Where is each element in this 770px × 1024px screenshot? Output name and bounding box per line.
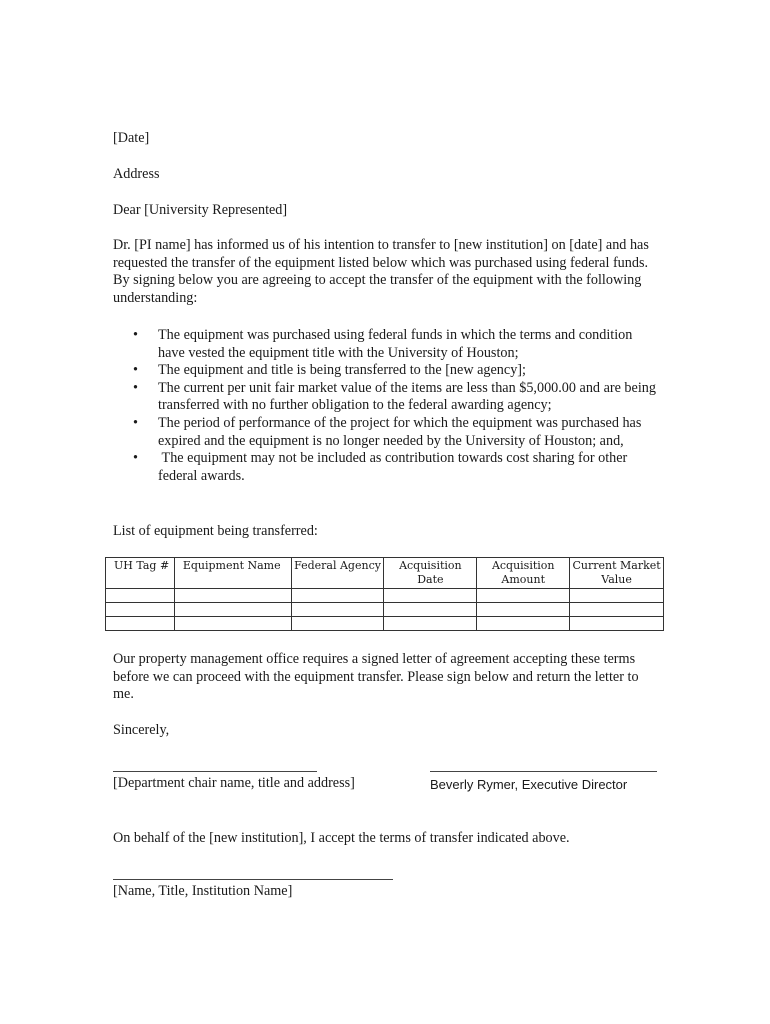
equipment-list-heading: List of equipment being transferred:: [113, 523, 318, 539]
table-cell[interactable]: [384, 603, 477, 617]
table-cell[interactable]: [106, 589, 175, 603]
bullet-text: The equipment and title is being transferred to the [new agency];: [158, 362, 526, 379]
bullet-item: [113, 327, 658, 362]
table-cell[interactable]: [477, 589, 570, 603]
table-cell[interactable]: [477, 617, 570, 631]
bullet-icon: •: [133, 327, 138, 343]
acceptance-signature-label: [Name, Title, Institution Name]: [113, 883, 293, 899]
table-cell[interactable]: [384, 589, 477, 603]
signature-label-left: [Department chair name, title and address]: [113, 775, 355, 791]
table-cell[interactable]: [291, 589, 384, 603]
table-cell[interactable]: [291, 603, 384, 617]
letter-intro-paragraph: Dr. [PI name] has informed us of his intention to transfer to [new institution] on [date] and has requested the transfer of the equipment listed below which was purchased using federal funds. By signing below you are agreeing to accept the transfer of the equipment with the following understanding:: [113, 237, 649, 306]
bullet-text: The current per unit fair market value of the items are less than $5,000.00 and are being transferred with no further obligation to the federal awarding agency;: [158, 379, 656, 414]
table-cell[interactable]: [174, 589, 291, 603]
bullet-text: The equipment may not be included as contribution towards cost sharing for other federal awards.: [158, 450, 631, 484]
column-header-uh-tag: UH Tag #: [106, 558, 175, 589]
bullet-icon: •: [133, 450, 138, 467]
table-cell[interactable]: [174, 603, 291, 617]
bullet-icon: •: [133, 362, 138, 379]
letter-address: Address: [113, 166, 160, 182]
column-header-acquisition-date: Acquisition Date: [384, 558, 477, 589]
table-cell[interactable]: [570, 603, 664, 617]
column-header-equipment-name: Equipment Name: [174, 558, 291, 589]
bullet-item: [113, 380, 658, 415]
bullet-icon: •: [133, 379, 138, 396]
understanding-bullet-list: [113, 327, 658, 485]
sign-off: Sincerely,: [113, 722, 170, 738]
table-row: [106, 603, 664, 617]
table-cell[interactable]: [291, 617, 384, 631]
bullet-text: The equipment was purchased using federal funds in which the terms and condition have vested the equipment title with the University of Houston;: [158, 327, 633, 361]
table-cell[interactable]: [570, 617, 664, 631]
column-header-acquisition-amount: Acquisition Amount: [477, 558, 570, 589]
table-cell[interactable]: [106, 603, 175, 617]
table-row: [106, 589, 664, 603]
bullet-item: [113, 450, 658, 485]
bullet-item: [113, 362, 658, 380]
column-header-federal-agency: Federal Agency: [291, 558, 384, 589]
closing-paragraph: Our property management office requires a signed letter of agreement accepting these terms before we can proceed with the equipment transfer. Please sign below and return the letter to me.: [113, 651, 639, 703]
acceptance-statement: On behalf of the [new institution], I accept the terms of transfer indicated above.: [113, 830, 570, 846]
letter-date: [Date]: [113, 130, 150, 146]
bullet-icon: •: [133, 414, 138, 431]
column-header-current-market-value: Current Market Value: [570, 558, 664, 589]
acceptance-signature-line[interactable]: [113, 879, 393, 880]
table-cell[interactable]: [477, 603, 570, 617]
table-cell[interactable]: [106, 617, 175, 631]
equipment-table: [105, 557, 664, 631]
bullet-item: [113, 415, 658, 450]
table-cell[interactable]: [384, 617, 477, 631]
letter-salutation: Dear [University Represented]: [113, 202, 288, 218]
signature-line-right[interactable]: [430, 771, 657, 772]
signature-label-right: Beverly Rymer, Executive Director: [430, 777, 628, 792]
table-row: [106, 617, 664, 631]
table-header-row: [106, 558, 664, 589]
table-cell[interactable]: [570, 589, 664, 603]
table-cell[interactable]: [174, 617, 291, 631]
signature-line-left[interactable]: [113, 771, 317, 772]
bullet-text: The period of performance of the project for which the equipment was purchased has expired and the equipment is no longer needed by the University of Houston; and,: [158, 414, 642, 449]
